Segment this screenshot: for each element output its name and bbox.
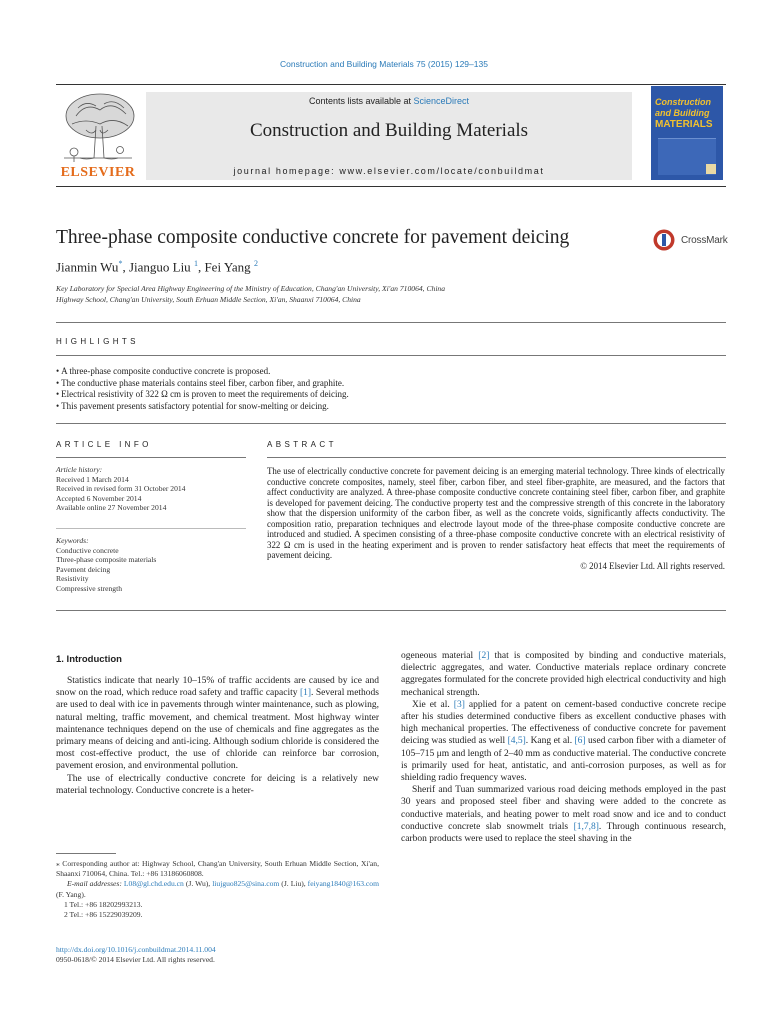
reference-link[interactable]: [1] [299,688,312,699]
footnote-rule [56,853,116,854]
email-link[interactable]: liujguo825@sina.com [212,879,280,889]
divider [56,355,726,356]
affiliations [56,283,445,305]
highlight-item: • A three-phase composite conductive concrete is proposed. [56,366,349,378]
footnote-tel: 1 Tel.: +86 18202993213. [64,899,143,909]
doi-link[interactable]: http://dx.doi.org/10.1016/j.conbuildmat.2014.11.004 [56,945,216,954]
abstract-heading: ABSTRACT [267,440,337,449]
author-name[interactable]: Fei Yang [204,259,251,275]
divider [56,610,726,611]
journal-cover-title: Construction and Building MATERIALS [655,97,713,130]
highlights-heading: HIGHLIGHTS [56,337,139,346]
journal-homepage[interactable]: journal homepage: www.elsevier.com/locate/conbuildmat [233,166,545,176]
divider [56,528,246,529]
history-entry: Received 1 March 2014 [56,474,129,484]
history-entry: Available online 27 November 2014 [56,503,167,513]
highlight-item: • The conductive phase materials contains steel fiber, carbon fiber, and graphite. [56,378,349,390]
author-mark[interactable]: 2 [253,259,258,268]
keyword: Compressive strength [56,583,123,593]
divider [56,322,726,323]
intro-right-column [401,650,726,845]
article-history-label: Article history: [56,465,103,474]
paragraph: ogeneous material [2] that is composited by binding and conductive materials, dielectric aggregates, and water. Conductive materials replace ordinary concrete aggregates formulated for the concrete provided high electrical conductivity and high mechanical strength. [401,651,726,698]
email-link[interactable]: L08@gl.chd.edu.cn [123,879,184,889]
keyword: Three-phase composite materials [56,555,157,565]
highlight-item: • Electrical resistivity of 322 Ω cm is proven to meet the requirements of deicing. [56,389,349,401]
abstract-body [267,466,725,571]
history-entry: Received in revised form 31 October 2014 [56,484,186,494]
footnote-tel: 2 Tel.: +86 15229039209. [64,910,143,920]
author-name[interactable]: Jianmin Wu [56,259,119,275]
corresponding-author-note: ⁎ Corresponding author at: Highway School, Chang'an University, South Erhuan Middle Section, Xi'an, Shaanxi 710064, China. Tel.: +86 13186060808. [56,859,379,879]
divider [56,457,246,458]
keywords-label: Keywords: [56,536,89,545]
article-history [56,465,226,513]
highlight-item: • This pavement presents satisfactory potential for snow-melting or deicing. [56,401,349,413]
paragraph: Sherif and Tuan summarized various road deicing methods employed in the past 30 years and proposed steel fiber and shaving were added to the concrete as conductive materials, and heating power to melt road snow and ice and to conduct conductive concrete slab snowmelt trials [1,7,8]. Through continuous research, carbon products were used to replace the steel shaving in the [401,785,726,845]
keyword: Pavement deicing [56,564,111,574]
journal-citation[interactable]: Construction and Building Materials 75 (2015) 129–135 [280,59,488,69]
article-title: Three-phase composite conductive concrete for pavement deicing [56,227,570,248]
email-addresses: E-mail addresses: L08@gl.chd.edu.cn (J. Wu), liujguo825@sina.com (J. Liu), feiyang1840@163.com (F. Yang). [56,879,379,899]
crossmark-icon[interactable] [653,229,675,251]
highlights-list [56,366,349,412]
author-separator: , [122,259,129,275]
footnotes [56,859,379,920]
header-top-rule [56,84,726,85]
author-mark[interactable]: 1 [193,259,198,268]
article-info-heading: ARTICLE INFO [56,440,152,449]
contents-line [146,96,632,106]
author-mark[interactable]: * [118,259,123,268]
paragraph: Statistics indicate that nearly 10–15% of traffic accidents are caused by ice and snow on the road, which reduce road safety and traffic capacity [1]. Several methods are used to deal with ice in pavements through winter maintenance, such as plowing, natural melting, traffic movement, and chemical treatment. Most highway winter maintenance techniques depend on the use of chemicals and fine aggregates as the primary means of deicing and anti-icing. Although sodium chloride is considered the most cost-effective product, the use of chloride can reinforce bar corrosion, pavement erosion, and environmental pollution. [56,676,380,772]
author-separator: , [197,259,205,275]
abstract-text: The use of electrically conductive concrete for pavement deicing is an emerging material technology. Three kinds of electrically conductive concrete composites, namely, steel fiber, carbon fiber, and steel fiber-graphite, are measured, and the factors that affect conductivity are analyzed. A three-phase composite conductive concrete containing steel fiber, carbon fiber, and graphite is developed for pavement deicing. The conductive property test and the compressive strength of this concrete in the laboratory show that the dispersion uniformity of the carbon fiber, as well as the concrete voids, significantly affects conductivity. The composition ratio, preparation techniques and electrode layout mode of the three-phase composite conductive concrete are introduced and studied. A specimen consisting of a three-phase composite conductive concrete with an electrical resistivity of 322 Ω cm is used in the heating experiment and is proven to render satisfactory heat effects that meet the requirements of pavement deicing. [267,466,725,560]
affiliation-line: Key Laboratory for Special Area Highway Engineering of the Ministry of Education, Chang'an University, Xi'an 710064, China [56,284,446,293]
keyword: Resistivity [56,574,89,584]
issn-copyright: 0950-0618/© 2014 Elsevier Ltd. All rights reserved. [56,955,215,964]
paragraph: Xie et al. [3] applied for a patent on cement-based conductive concrete recipe after his studies determined conductive fibers as excellent conductive phases with high mechanical properties. The effectiveness of conductive concrete for pavement deicing was studied as well [4,5]. Kang et al. [6] used carbon fiber with a diameter of 105–715 μm and length of 2–40 mm as conductive material. The conductive concrete is primarily used for heat, antistatic, and anti-corrosion purposes, as well as for shielding radio frequency waves. [401,699,726,784]
reference-link[interactable]: [3] [453,699,465,710]
header-bottom-rule [56,186,726,187]
crossmark-label[interactable]: CrossMark [681,235,728,246]
reference-link[interactable]: [6] [574,736,586,747]
divider [267,457,726,458]
divider [56,423,726,424]
paragraph: The use of electrically conductive concrete for deicing is a relatively new material technology. Conductive concrete is a heter- [56,773,379,796]
keyword: Conductive concrete [56,545,119,555]
doi-block [56,945,216,965]
introduction-heading: 1. Introduction [56,654,122,665]
reference-link[interactable]: [2] [478,651,490,661]
keywords [56,536,226,594]
sciencedirect-link[interactable]: ScienceDirect [413,96,470,106]
copyright-notice: © 2014 Elsevier Ltd. All rights reserved. [580,560,725,571]
reference-link[interactable]: [1,7,8] [573,821,599,832]
email-link[interactable]: feiyang1840@163.com [307,879,379,889]
author-list [56,259,258,275]
journal-name: Construction and Building Materials [249,120,529,141]
affiliation-line: Highway School, Chang'an University, South Erhuan Middle Section, Xi'an, Shaanxi 710064, China [56,295,361,304]
author-name[interactable]: Jianguo Liu [128,259,191,275]
reference-link[interactable]: [4,5] [507,736,526,747]
elsevier-wordmark: ELSEVIER [60,165,136,180]
cover-accent [706,164,716,174]
contents-prefix: Contents lists available at [308,96,414,106]
intro-left-column [56,675,379,797]
history-entry: Accepted 6 November 2014 [56,493,142,503]
